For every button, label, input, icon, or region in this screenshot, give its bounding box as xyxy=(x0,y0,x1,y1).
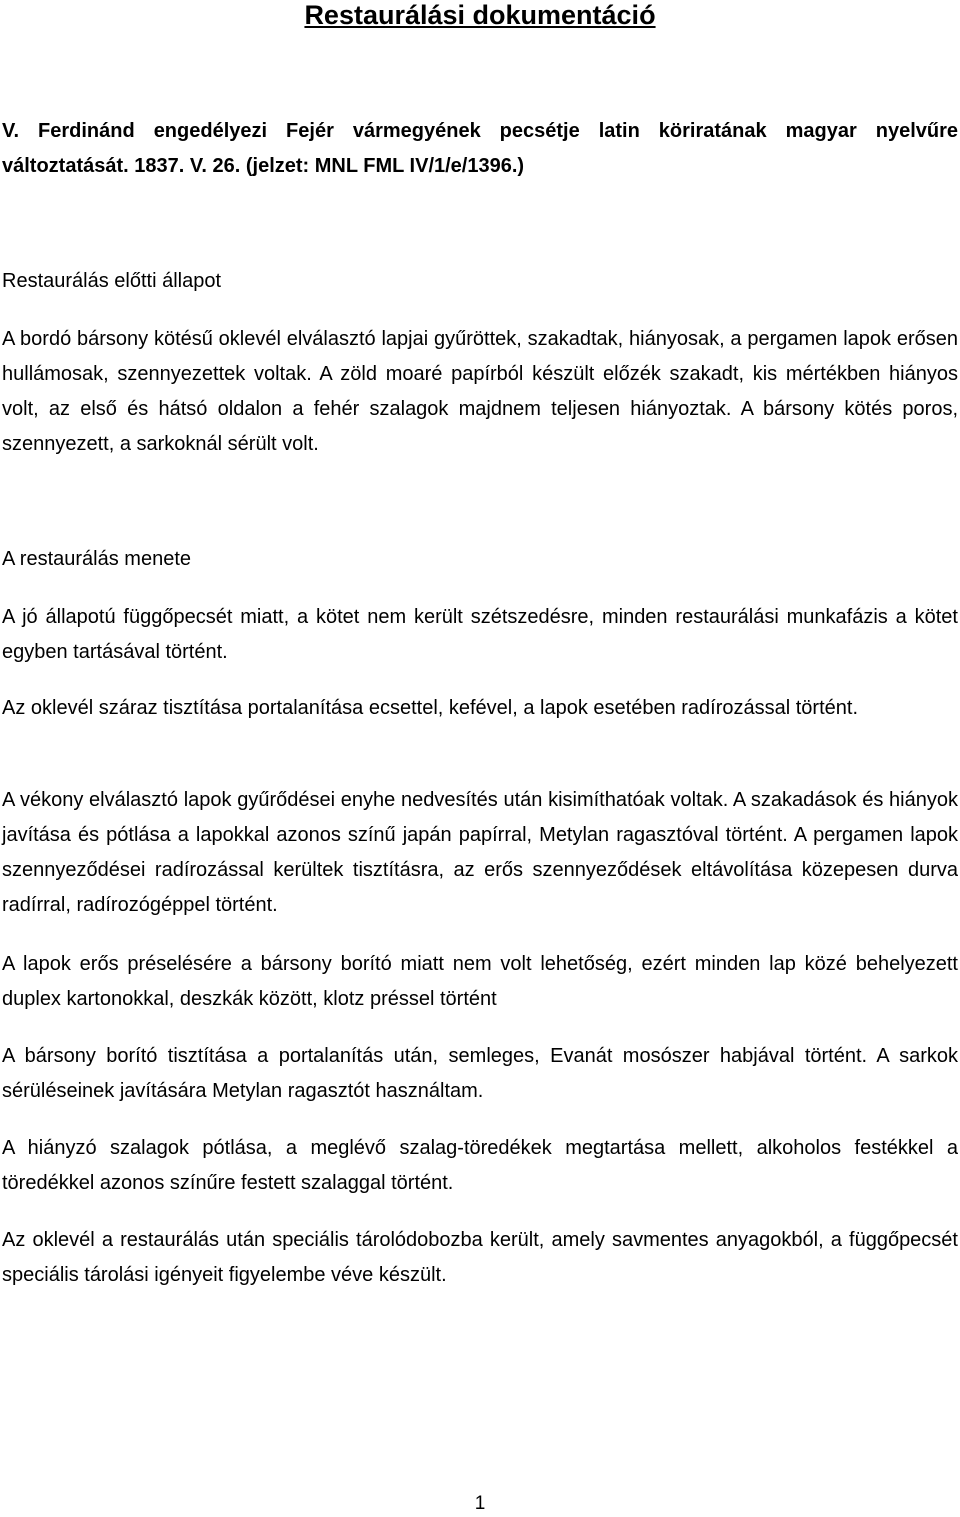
section-heading-restoration-process: A restaurálás menete xyxy=(2,548,191,570)
section-heading-pre-restoration-state: Restaurálás előtti állapot xyxy=(2,270,222,292)
paragraph-ribbon-replacement: A hiányzó szalagok pótlása, a meglévő szalag-töredékek megtartása mellett, alkoholos festékkel a töredékkel azonos színűre festett szalaggal történt. xyxy=(2,1137,958,1194)
paragraph-binding-kept: A jó állapotú függőpecsét miatt, a kötet nem került szétszedésre, minden restaurálási munkafázis a kötet egyben tartásával történt. xyxy=(2,606,958,663)
document-subject: V. Ferdinánd engedélyezi Fejér vármegyének pecsétje latin köriratának magyar nyelvűre változtatását. 1837. V. 26. (jelzet: MNL FML IV/1/e/1396.) xyxy=(2,120,958,177)
document-title: Restaurálási dokumentáció xyxy=(304,0,656,30)
paragraph-dry-cleaning: Az oklevél száraz tisztítása portalanítása ecsettel, kefével, a lapok esetében radírozással történt. xyxy=(2,697,859,719)
paragraph-storage-box: Az oklevél a restaurálás után speciális tárolódobozba került, amely savmentes anyagokból, a függőpecsét speciális tárolási igényeit figyelembe véve készült. xyxy=(2,1229,958,1286)
paragraph-page-repair: A vékony elválasztó lapok gyűrődései enyhe nedvesítés után kisimíthatóak voltak. A szakadások és hiányok javítása és pótlása a lapokkal azonos színű japán papírral, Metylan ragasztóval történt. A pergamen lapok szennyeződései radírozással kerültek tisztításra, az erős szennyeződések eltávolítása közepesen durva radírral, radírozógéppel történt. xyxy=(2,789,958,916)
page-number: 1 xyxy=(474,1493,486,1514)
paragraph-velvet-cleaning: A bársony borító tisztítása a portalanítás után, semleges, Evanát mosószer habjával történt. A sarkok sérüléseinek javítására Metylan ragasztót használtam. xyxy=(2,1045,958,1102)
paragraph-pressing: A lapok erős préselésére a bársony borító miatt nem volt lehetőség, ezért minden lap közé behelyezett duplex kartonokkal, deszkák között, klotz préssel történt xyxy=(2,953,958,1010)
paragraph-pre-restoration-description: A bordó bársony kötésű oklevél elválasztó lapjai gyűröttek, szakadtak, hiányosak, a pergamen lapok erősen hullámosak, szennyezettek voltak. A zöld moaré papírból készült előzék szakadt, kis mértékben hiányos volt, az első és hátsó oldalon a fehér szalagok majdnem teljesen hiányoztak. A bársony kötés poros, szennyezett, a sarkoknál sérült volt. xyxy=(2,328,958,455)
